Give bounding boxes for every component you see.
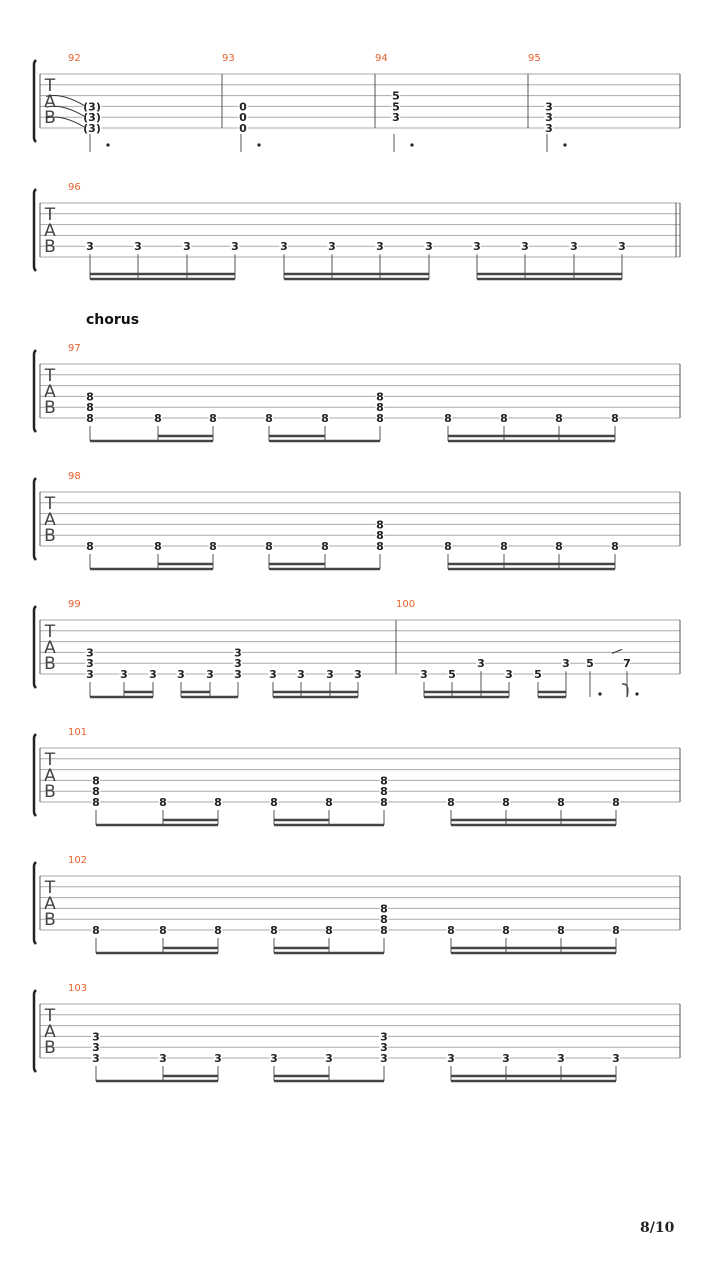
fret-number: 5 <box>534 668 542 681</box>
system-bracket <box>34 189 36 271</box>
fret-number: 3 <box>380 1030 388 1044</box>
fret-number: 8 <box>380 924 388 937</box>
fret-number: 3 <box>557 1052 565 1065</box>
fret-number: 8 <box>154 540 162 553</box>
tab-clef-letter: T <box>44 622 56 642</box>
fret-number: 8 <box>321 412 329 425</box>
fret-number: 8 <box>86 390 94 404</box>
fret-number: 8 <box>557 796 565 809</box>
fret-number: 5 <box>586 657 594 671</box>
fret-number: 8 <box>376 390 384 404</box>
tab-clef-letter: T <box>44 750 56 770</box>
system-bracket <box>34 350 36 432</box>
fret-number: 8 <box>444 540 452 553</box>
measure-number: 102 <box>68 855 88 866</box>
tab-clef-letter: A <box>44 1022 56 1042</box>
fret-number: 8 <box>500 540 508 553</box>
fret-number: 5 <box>392 100 400 114</box>
dot <box>598 692 601 695</box>
system-bracket <box>34 606 36 688</box>
fret-number: 8 <box>214 924 222 937</box>
fret-number: 3 <box>92 1030 100 1044</box>
fret-number: 8 <box>92 924 100 937</box>
fret-number: 8 <box>555 412 563 425</box>
tab-clef-letter: T <box>44 76 56 96</box>
fret-number: 8 <box>154 412 162 425</box>
fret-number: 8 <box>555 540 563 553</box>
fret-number: 8 <box>92 796 100 809</box>
fret-number: 3 <box>183 240 191 254</box>
fret-number: 5 <box>448 668 456 681</box>
fret-number: 3 <box>269 668 277 681</box>
fret-number: 3 <box>92 1052 100 1065</box>
tab-clef-letter: A <box>44 638 56 658</box>
dot <box>257 143 260 146</box>
tab-clef-letter: B <box>44 398 56 418</box>
measure-number: 94 <box>375 53 388 64</box>
fret-number: 8 <box>159 796 167 809</box>
section-label: chorus <box>86 312 140 328</box>
measure-number: 96 <box>68 182 81 193</box>
fret-number: 3 <box>420 668 428 681</box>
fret-number: 3 <box>214 1052 222 1065</box>
fret-number: 8 <box>611 412 619 425</box>
fret-number: 3 <box>159 1052 167 1065</box>
fret-number: 0 <box>239 111 247 125</box>
fret-number: 8 <box>214 796 222 809</box>
fret-number: 3 <box>570 240 578 254</box>
tab-clef-letter: A <box>44 382 56 402</box>
fret-number: 3 <box>612 1052 620 1065</box>
system-bracket <box>34 734 36 816</box>
fret-number: 3 <box>297 668 305 681</box>
system-bracket <box>34 990 36 1072</box>
fret-number: 8 <box>92 785 100 799</box>
fret-number: 8 <box>265 540 273 553</box>
fret-number: 3 <box>231 240 239 254</box>
measure-number: 95 <box>528 53 541 64</box>
fret-number: 8 <box>321 540 329 553</box>
fret-number: 3 <box>562 657 570 671</box>
tab-clef-letter: T <box>44 205 56 225</box>
system-bracket <box>34 60 36 142</box>
measure-number: 92 <box>68 53 81 64</box>
tab-clef-letter: T <box>44 1006 56 1026</box>
fret-number: 3 <box>521 240 529 254</box>
tab-clef-letter: A <box>44 92 56 112</box>
fret-number: (3) <box>83 111 101 125</box>
fret-number: 3 <box>376 240 384 254</box>
fret-number: 3 <box>425 240 433 254</box>
fret-number: 8 <box>502 924 510 937</box>
tab-clef-letter: A <box>44 894 56 914</box>
fret-number: (3) <box>83 100 101 114</box>
dot <box>563 143 566 146</box>
fret-number: 3 <box>545 122 553 135</box>
fret-number: 3 <box>86 240 94 254</box>
fret-number: 8 <box>376 412 384 425</box>
fret-number: 8 <box>612 796 620 809</box>
measure-number: 97 <box>68 343 81 354</box>
fret-number: 3 <box>280 240 288 254</box>
fret-number: 3 <box>326 668 334 681</box>
fret-number: 8 <box>612 924 620 937</box>
fret-number: 3 <box>325 1052 333 1065</box>
measure-number: 99 <box>68 599 81 610</box>
fret-number: 3 <box>477 657 485 671</box>
fret-number: 3 <box>380 1052 388 1065</box>
fret-number: 8 <box>380 785 388 799</box>
fret-number: 8 <box>86 401 94 415</box>
tab-clef-letter: A <box>44 221 56 241</box>
fret-number: 3 <box>86 668 94 681</box>
fret-number: 8 <box>86 412 94 425</box>
tab-clef-letter: B <box>44 108 56 128</box>
fret-number: 8 <box>376 518 384 532</box>
fret-number: 3 <box>380 1041 388 1055</box>
tab-clef-letter: T <box>44 494 56 514</box>
fret-number: 8 <box>209 412 217 425</box>
fret-number: 3 <box>328 240 336 254</box>
fret-number: 8 <box>500 412 508 425</box>
fret-number: 3 <box>392 111 400 125</box>
fret-number: 8 <box>380 913 388 927</box>
fret-number: 8 <box>86 540 94 553</box>
fret-number: (3) <box>83 122 101 135</box>
fret-number: 8 <box>611 540 619 553</box>
fret-number: 0 <box>239 122 247 135</box>
fret-number: 8 <box>557 924 565 937</box>
fret-number: 3 <box>545 111 553 125</box>
tab-clef-letter: B <box>44 782 56 802</box>
tab-clef-letter: B <box>44 237 56 257</box>
tab-clef-letter: B <box>44 910 56 930</box>
fret-number: 8 <box>270 924 278 937</box>
fret-number: 8 <box>265 412 273 425</box>
dot <box>410 143 413 146</box>
tab-clef-letter: A <box>44 510 56 530</box>
system-bracket <box>34 478 36 560</box>
fret-number: 8 <box>325 924 333 937</box>
measure-number: 100 <box>396 599 416 610</box>
fret-number: 3 <box>447 1052 455 1065</box>
system-bracket <box>34 862 36 944</box>
fret-number: 3 <box>234 668 242 681</box>
measure-number: 103 <box>68 983 88 994</box>
fret-number: 3 <box>354 668 362 681</box>
fret-number: 7 <box>623 657 631 671</box>
tab-clef-letter: B <box>44 526 56 546</box>
fret-number: 3 <box>206 668 214 681</box>
dot <box>106 143 109 146</box>
measure-number: 98 <box>68 471 81 482</box>
fret-number: 3 <box>177 668 185 681</box>
tab-clef-letter: T <box>44 366 56 386</box>
fret-number: 3 <box>502 1052 510 1065</box>
page-number: 8/10 <box>640 1220 675 1236</box>
measure-number: 101 <box>68 727 88 738</box>
fret-number: 3 <box>120 668 128 681</box>
tab-clef-letter: B <box>44 1038 56 1058</box>
fret-number: 8 <box>502 796 510 809</box>
tab-clef-letter: T <box>44 878 56 898</box>
fret-number: 8 <box>270 796 278 809</box>
fret-number: 5 <box>392 89 400 103</box>
tab-clef-letter: A <box>44 766 56 786</box>
fret-number: 0 <box>239 100 247 114</box>
fret-number: 8 <box>380 796 388 809</box>
fret-number: 8 <box>447 796 455 809</box>
fret-number: 8 <box>376 401 384 415</box>
fret-number: 8 <box>159 924 167 937</box>
fret-number: 3 <box>234 646 242 660</box>
fret-number: 3 <box>86 657 94 671</box>
fret-number: 3 <box>86 646 94 660</box>
fret-number: 8 <box>209 540 217 553</box>
measure-number: 93 <box>222 53 235 64</box>
fret-number: 8 <box>376 529 384 543</box>
fret-number: 8 <box>92 774 100 788</box>
fret-number: 8 <box>447 924 455 937</box>
tab-clef-letter: B <box>44 654 56 674</box>
fret-number: 3 <box>270 1052 278 1065</box>
fret-number: 3 <box>545 100 553 114</box>
fret-number: 8 <box>380 902 388 916</box>
fret-number: 3 <box>505 668 513 681</box>
fret-number: 3 <box>134 240 142 254</box>
fret-number: 3 <box>234 657 242 671</box>
dot <box>635 692 638 695</box>
fret-number: 3 <box>92 1041 100 1055</box>
fret-number: 8 <box>325 796 333 809</box>
fret-number: 3 <box>618 240 626 254</box>
fret-number: 3 <box>473 240 481 254</box>
fret-number: 3 <box>149 668 157 681</box>
fret-number: 8 <box>380 774 388 788</box>
fret-number: 8 <box>444 412 452 425</box>
fret-number: 8 <box>376 540 384 553</box>
